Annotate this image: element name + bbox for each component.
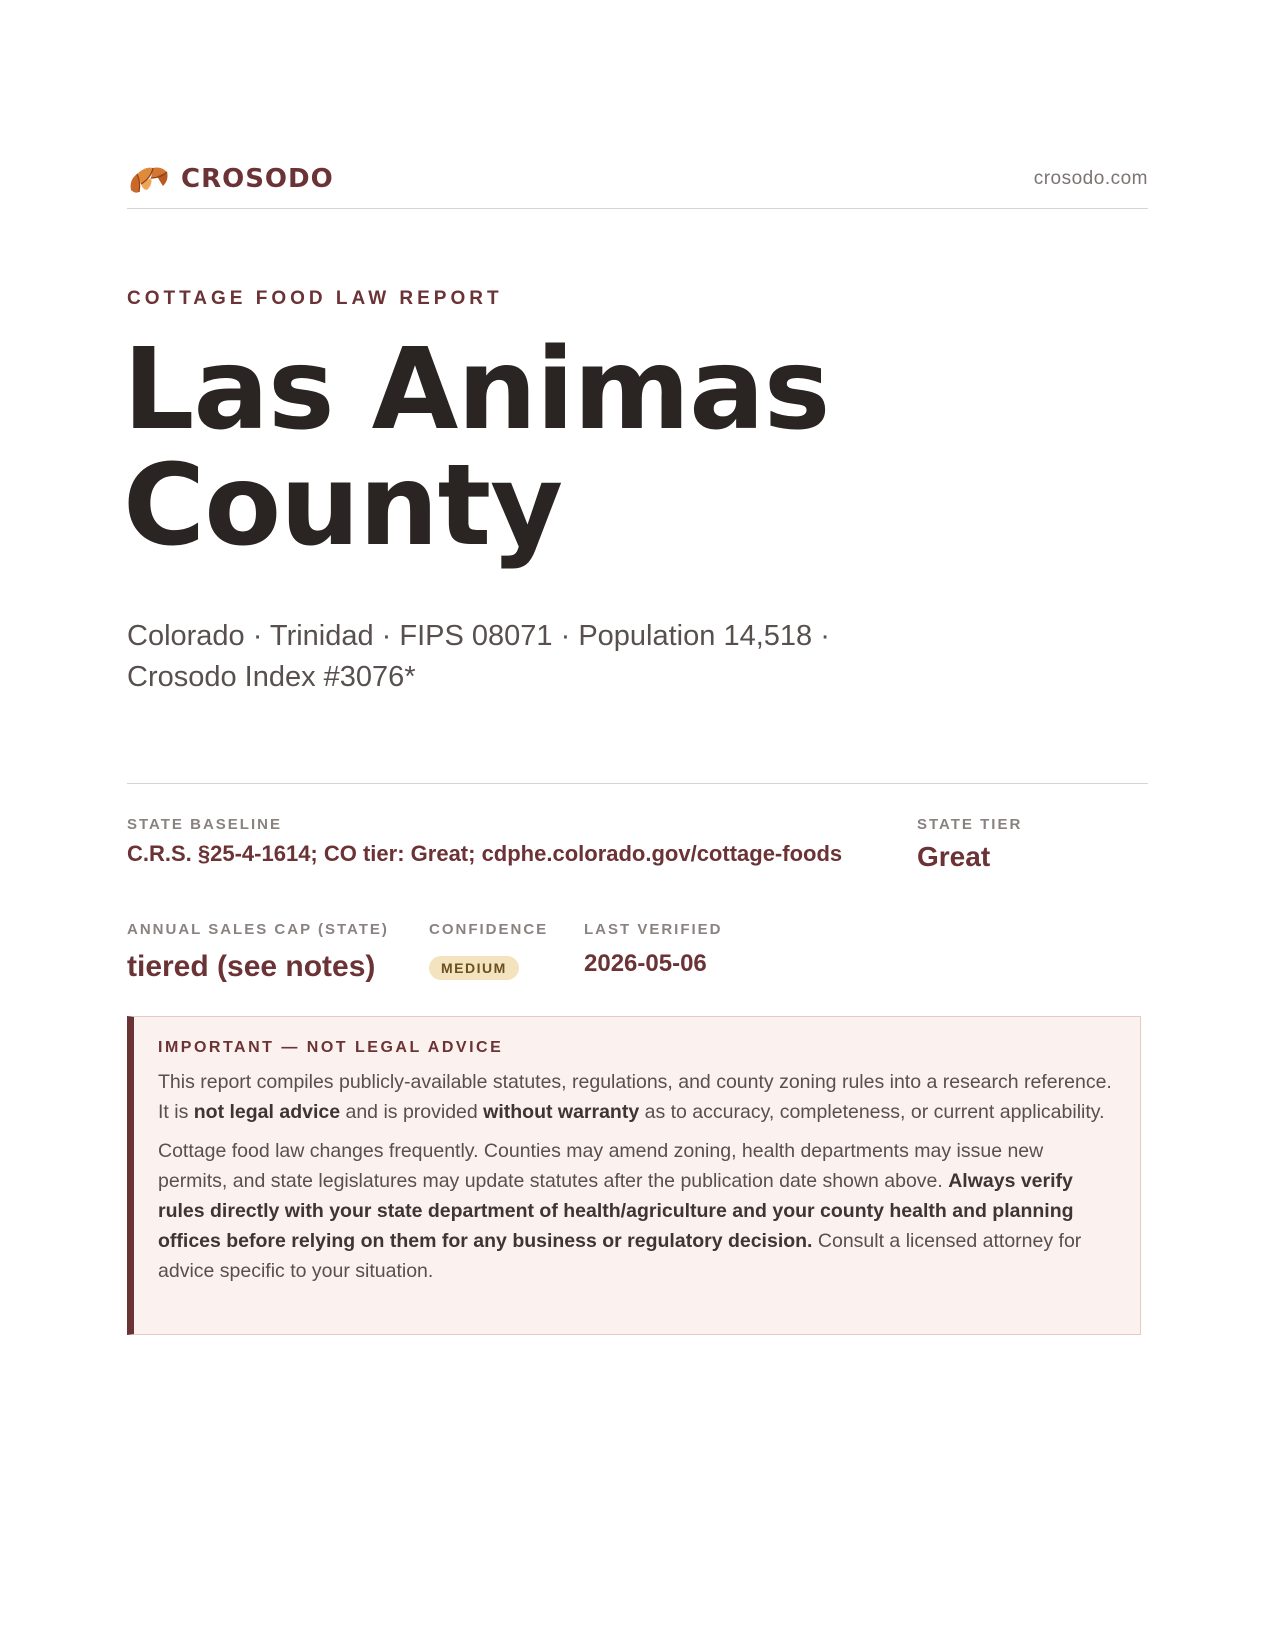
state-baseline bbox=[127, 816, 842, 867]
sales-cap-value: tiered (see notes) bbox=[127, 950, 376, 983]
notice-text: and is provided bbox=[340, 1101, 484, 1123]
notice-paragraph-2 bbox=[158, 1136, 1114, 1286]
brand[interactable] bbox=[127, 160, 334, 198]
notice-emphasis: Always verify rules directly with your state department of health/agriculture and your county health and planning offices before relying on them for any business or regulatory decision. bbox=[158, 1170, 1074, 1252]
county-meta bbox=[127, 616, 887, 698]
site-url-link[interactable]: crosodo.com bbox=[1033, 168, 1148, 189]
report-eyebrow: COTTAGE FOOD LAW REPORT bbox=[127, 288, 503, 309]
title-line-1: Las Animas bbox=[123, 325, 830, 455]
confidence-label: CONFIDENCE bbox=[429, 921, 549, 938]
notice-text: This report compiles publicly-available statutes, regulations, and county zoning rules into a research reference. It is bbox=[158, 1071, 1112, 1123]
notice-emphasis: without warranty bbox=[483, 1101, 640, 1123]
report-page bbox=[123, 0, 1148, 1650]
last-verified bbox=[584, 921, 723, 978]
confidence-badge: MEDIUM bbox=[429, 956, 519, 980]
notice-title: IMPORTANT — NOT LEGAL ADVICE bbox=[158, 1039, 504, 1056]
confidence bbox=[429, 921, 548, 980]
section-divider bbox=[127, 783, 1148, 784]
state-tier bbox=[917, 816, 1022, 873]
notice-text: Cottage food law changes frequently. Counties may amend zoning, health departments may issue new permits, and state legislatures may update statutes after the publication date shown above. bbox=[158, 1140, 1044, 1192]
notice-emphasis: not legal advice bbox=[193, 1101, 341, 1123]
notice-text: Consult a licensed attorney for advice specific to your situation. bbox=[158, 1230, 1082, 1282]
sales-cap-label: ANNUAL SALES CAP (STATE) bbox=[127, 921, 389, 938]
state-baseline-label: STATE BASELINE bbox=[127, 816, 282, 833]
state-baseline-value: C.R.S. §25-4-1614; CO tier: Great; cdphe.colorado.gov/cottage-foods bbox=[127, 841, 843, 866]
brand-name: CROSODO bbox=[181, 164, 334, 194]
notice-paragraph-1 bbox=[158, 1067, 1114, 1127]
state-tier-value: Great bbox=[917, 841, 991, 872]
sales-cap bbox=[127, 921, 389, 984]
meta-line-1: Colorado · Trinidad · FIPS 08071 · Population 14,518 · bbox=[127, 620, 830, 652]
notice-text: as to accuracy, completeness, or current applicability. bbox=[639, 1101, 1105, 1123]
title-line-2: County bbox=[123, 441, 563, 571]
legal-notice bbox=[127, 1016, 1141, 1335]
header-divider bbox=[127, 208, 1148, 209]
last-verified-value: 2026-05-06 bbox=[584, 950, 707, 977]
page-title bbox=[123, 325, 830, 571]
croissant-icon bbox=[127, 160, 169, 198]
last-verified-label: LAST VERIFIED bbox=[584, 921, 723, 938]
meta-line-2: Crosodo Index #3076* bbox=[127, 661, 416, 693]
state-tier-label: STATE TIER bbox=[917, 816, 1023, 833]
